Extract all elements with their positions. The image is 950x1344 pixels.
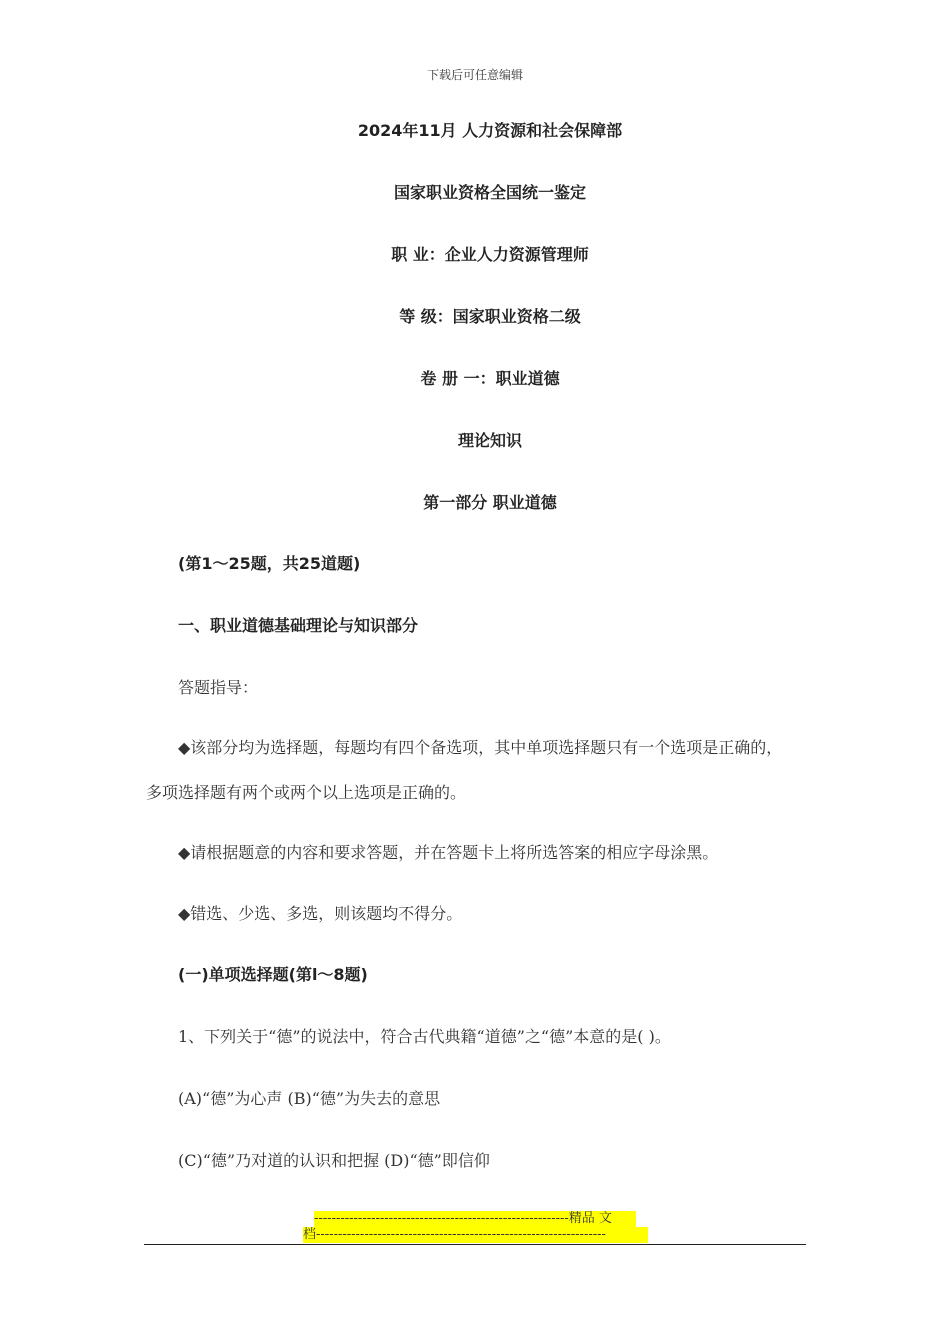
instruction-2: ◆请根据题意的内容和要求答题，并在答题卡上将所选答案的相应字母涂黑。: [178, 843, 719, 862]
instruction-1b: 多项选择题有两个或两个以上选项是正确的。: [146, 783, 467, 802]
title-line-6: 理论知识: [457, 431, 522, 450]
footer-highlight-line-2: 档------------------------------------------------------------------: [303, 1227, 648, 1243]
footer-highlight-line-1: ----------------------------------------------------------精品 文: [314, 1211, 636, 1227]
title-line-4: 等 级：国家职业资格二级: [399, 307, 581, 326]
title-line-1: 2024年11月 人力资源和社会保障部: [357, 121, 623, 140]
footer-rule: [144, 1244, 806, 1245]
instruction-1a: ◆该部分均为选择题，每题均有四个备选项，其中单项选择题只有一个选项是正确的，: [178, 738, 783, 757]
question-range: (第1～25题，共25道题): [178, 554, 361, 573]
section-heading: 一、职业道德基础理论与知识部分: [178, 616, 419, 635]
title-line-3: 职 业：企业人力资源管理师: [391, 245, 589, 264]
instructions-label: 答题指导：: [178, 678, 259, 697]
question-1-stem: 1、下列关于“德”的说法中，符合古代典籍“道德”之“德”本意的是( )。: [178, 1027, 671, 1046]
header-note: 下载后可任意编辑: [426, 68, 523, 82]
instruction-3: ◆错选、少选、多选，则该题均不得分。: [178, 904, 463, 923]
question-1-options-cd: (C)“德”乃对道的认识和把握 (D)“德”即信仰: [178, 1151, 490, 1170]
title-line-7: 第一部分 职业道德: [423, 493, 557, 512]
title-line-5: 卷 册 一：职业道德: [420, 369, 560, 388]
title-line-2: 国家职业资格全国统一鉴定: [393, 183, 586, 202]
question-1-options-ab: (A)“德”为心声 (B)“德”为失去的意思: [178, 1089, 441, 1108]
subsection-heading: (一)单项选择题(第l～8题): [178, 965, 368, 984]
